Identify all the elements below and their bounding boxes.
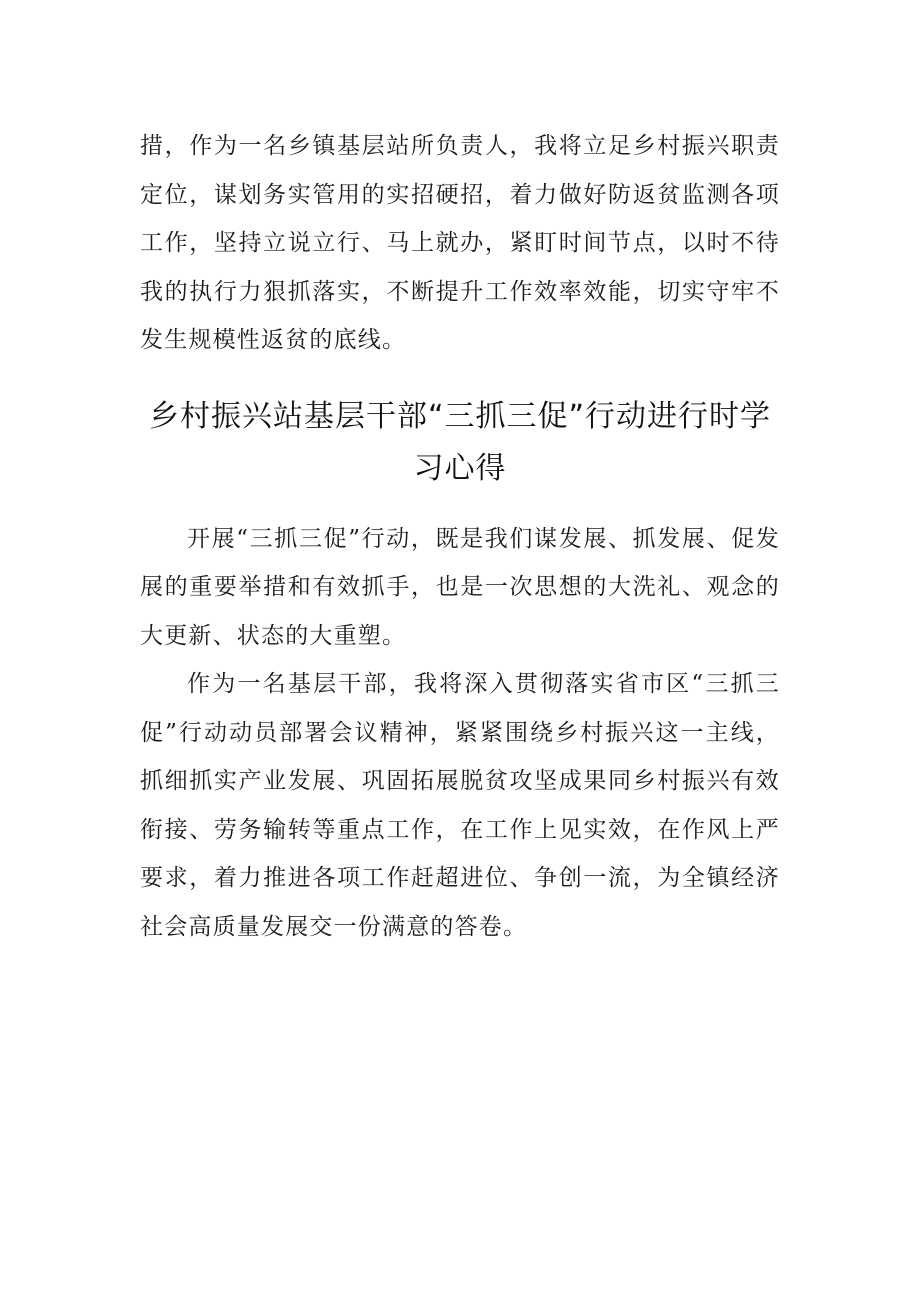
document-body bbox=[140, 122, 780, 951]
intro-paragraph: 措，作为一名乡镇基层站所负责人，我将立足乡村振兴职责定位，谋划务实管用的实招硬招，着力做好防返贫监测各项工作，坚持立说立行、马上就办，紧盯时间节点，以时不待我的执行力狠抓落实，不断提升工作效率效能，切实守牢不发生规模性返贫的底线。 bbox=[140, 133, 780, 353]
section-title: 乡村振兴站基层干部“三抓三促”行动进行时学习心得 bbox=[148, 398, 772, 486]
body-paragraph-2: 作为一名基层干部，我将深入贯彻落实省市区“三抓三促”行动动员部署会议精神，紧紧围绕乡村振兴这一主线，抓细抓实产业发展、巩固拓展脱贫攻坚成果同乡村振兴有效衔接、劳务输转等重点工作，在工作上见实效，在作风上严要求，着力推进各项工作赶超进位、争创一流，为全镇经济社会高质量发展交一份满意的答卷。 bbox=[140, 671, 780, 940]
body-paragraph-1: 开展“三抓三促”行动，既是我们谋发展、抓发展、促发展的重要举措和有效抓手，也是一次思想的大洗礼、观念的大更新、状态的大重塑。 bbox=[140, 525, 780, 649]
